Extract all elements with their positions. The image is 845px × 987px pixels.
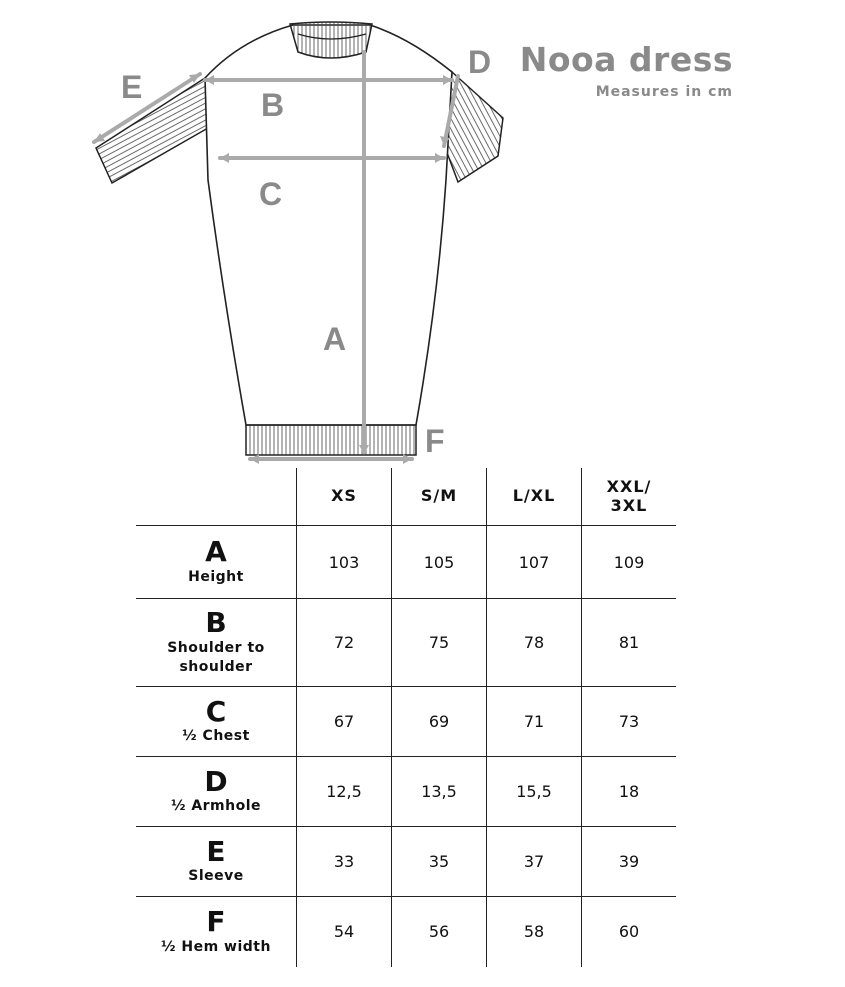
- row-letter: D: [204, 764, 228, 798]
- header-xxl3xl: XXL/ 3XL: [582, 468, 677, 526]
- row-label: Sleeve: [188, 868, 244, 885]
- value-cell: 78: [487, 599, 582, 687]
- page-title: Nooa dress: [519, 40, 733, 79]
- hem-ribbing: [246, 425, 416, 455]
- value-cell: 67: [297, 687, 392, 757]
- size-table-header: [136, 468, 676, 526]
- label-c: C: [259, 176, 283, 212]
- value-cell: 37: [487, 827, 582, 897]
- dress-body: [205, 25, 452, 425]
- value-cell: 72: [297, 599, 392, 687]
- value-cell: 18: [582, 757, 677, 827]
- header-empty-cell: [136, 468, 297, 526]
- label-f: F: [425, 423, 445, 459]
- value-cell: 73: [582, 687, 677, 757]
- table-row: [136, 897, 676, 967]
- label-b: B: [261, 87, 285, 123]
- value-cell: 56: [392, 897, 487, 967]
- header-xs: XS: [297, 468, 392, 526]
- value-cell: 109: [582, 526, 677, 599]
- value-cell: 33: [297, 827, 392, 897]
- value-cell: 39: [582, 827, 677, 897]
- value-cell: 107: [487, 526, 582, 599]
- value-cell: 12,5: [297, 757, 392, 827]
- header-sm: S/M: [392, 468, 487, 526]
- row-letter: C: [205, 694, 227, 728]
- value-cell: 105: [392, 526, 487, 599]
- page-subtitle: Measures in cm: [595, 84, 733, 100]
- row-letter: A: [205, 535, 227, 569]
- row-letter: F: [206, 904, 226, 938]
- header-lxl: L/XL: [487, 468, 582, 526]
- value-cell: 71: [487, 687, 582, 757]
- value-cell: 60: [582, 897, 677, 967]
- label-a: A: [323, 321, 347, 357]
- table-row: [136, 687, 676, 757]
- table-row: [136, 757, 676, 827]
- value-cell: 75: [392, 599, 487, 687]
- value-cell: 81: [582, 599, 677, 687]
- row-label: ½ Armhole: [170, 798, 262, 815]
- value-cell: 58: [487, 897, 582, 967]
- row-label: ½ Chest: [182, 728, 250, 745]
- row-label: Shoulder to shoulder: [167, 640, 265, 675]
- table-row: [136, 827, 676, 897]
- value-cell: 69: [392, 687, 487, 757]
- size-table: [136, 468, 676, 967]
- value-cell: 35: [392, 827, 487, 897]
- neck-ribbing: [290, 22, 372, 58]
- table-row: [136, 526, 676, 599]
- table-row: [136, 599, 676, 687]
- label-d: D: [468, 44, 492, 80]
- row-label: ½ Hem width: [161, 938, 271, 955]
- value-cell: 13,5: [392, 757, 487, 827]
- value-cell: 54: [297, 897, 392, 967]
- row-label: Height: [188, 568, 244, 585]
- row-letter: E: [206, 834, 226, 868]
- value-cell: 15,5: [487, 757, 582, 827]
- row-letter: B: [205, 606, 227, 640]
- value-cell: 103: [297, 526, 392, 599]
- label-e: E: [121, 69, 143, 105]
